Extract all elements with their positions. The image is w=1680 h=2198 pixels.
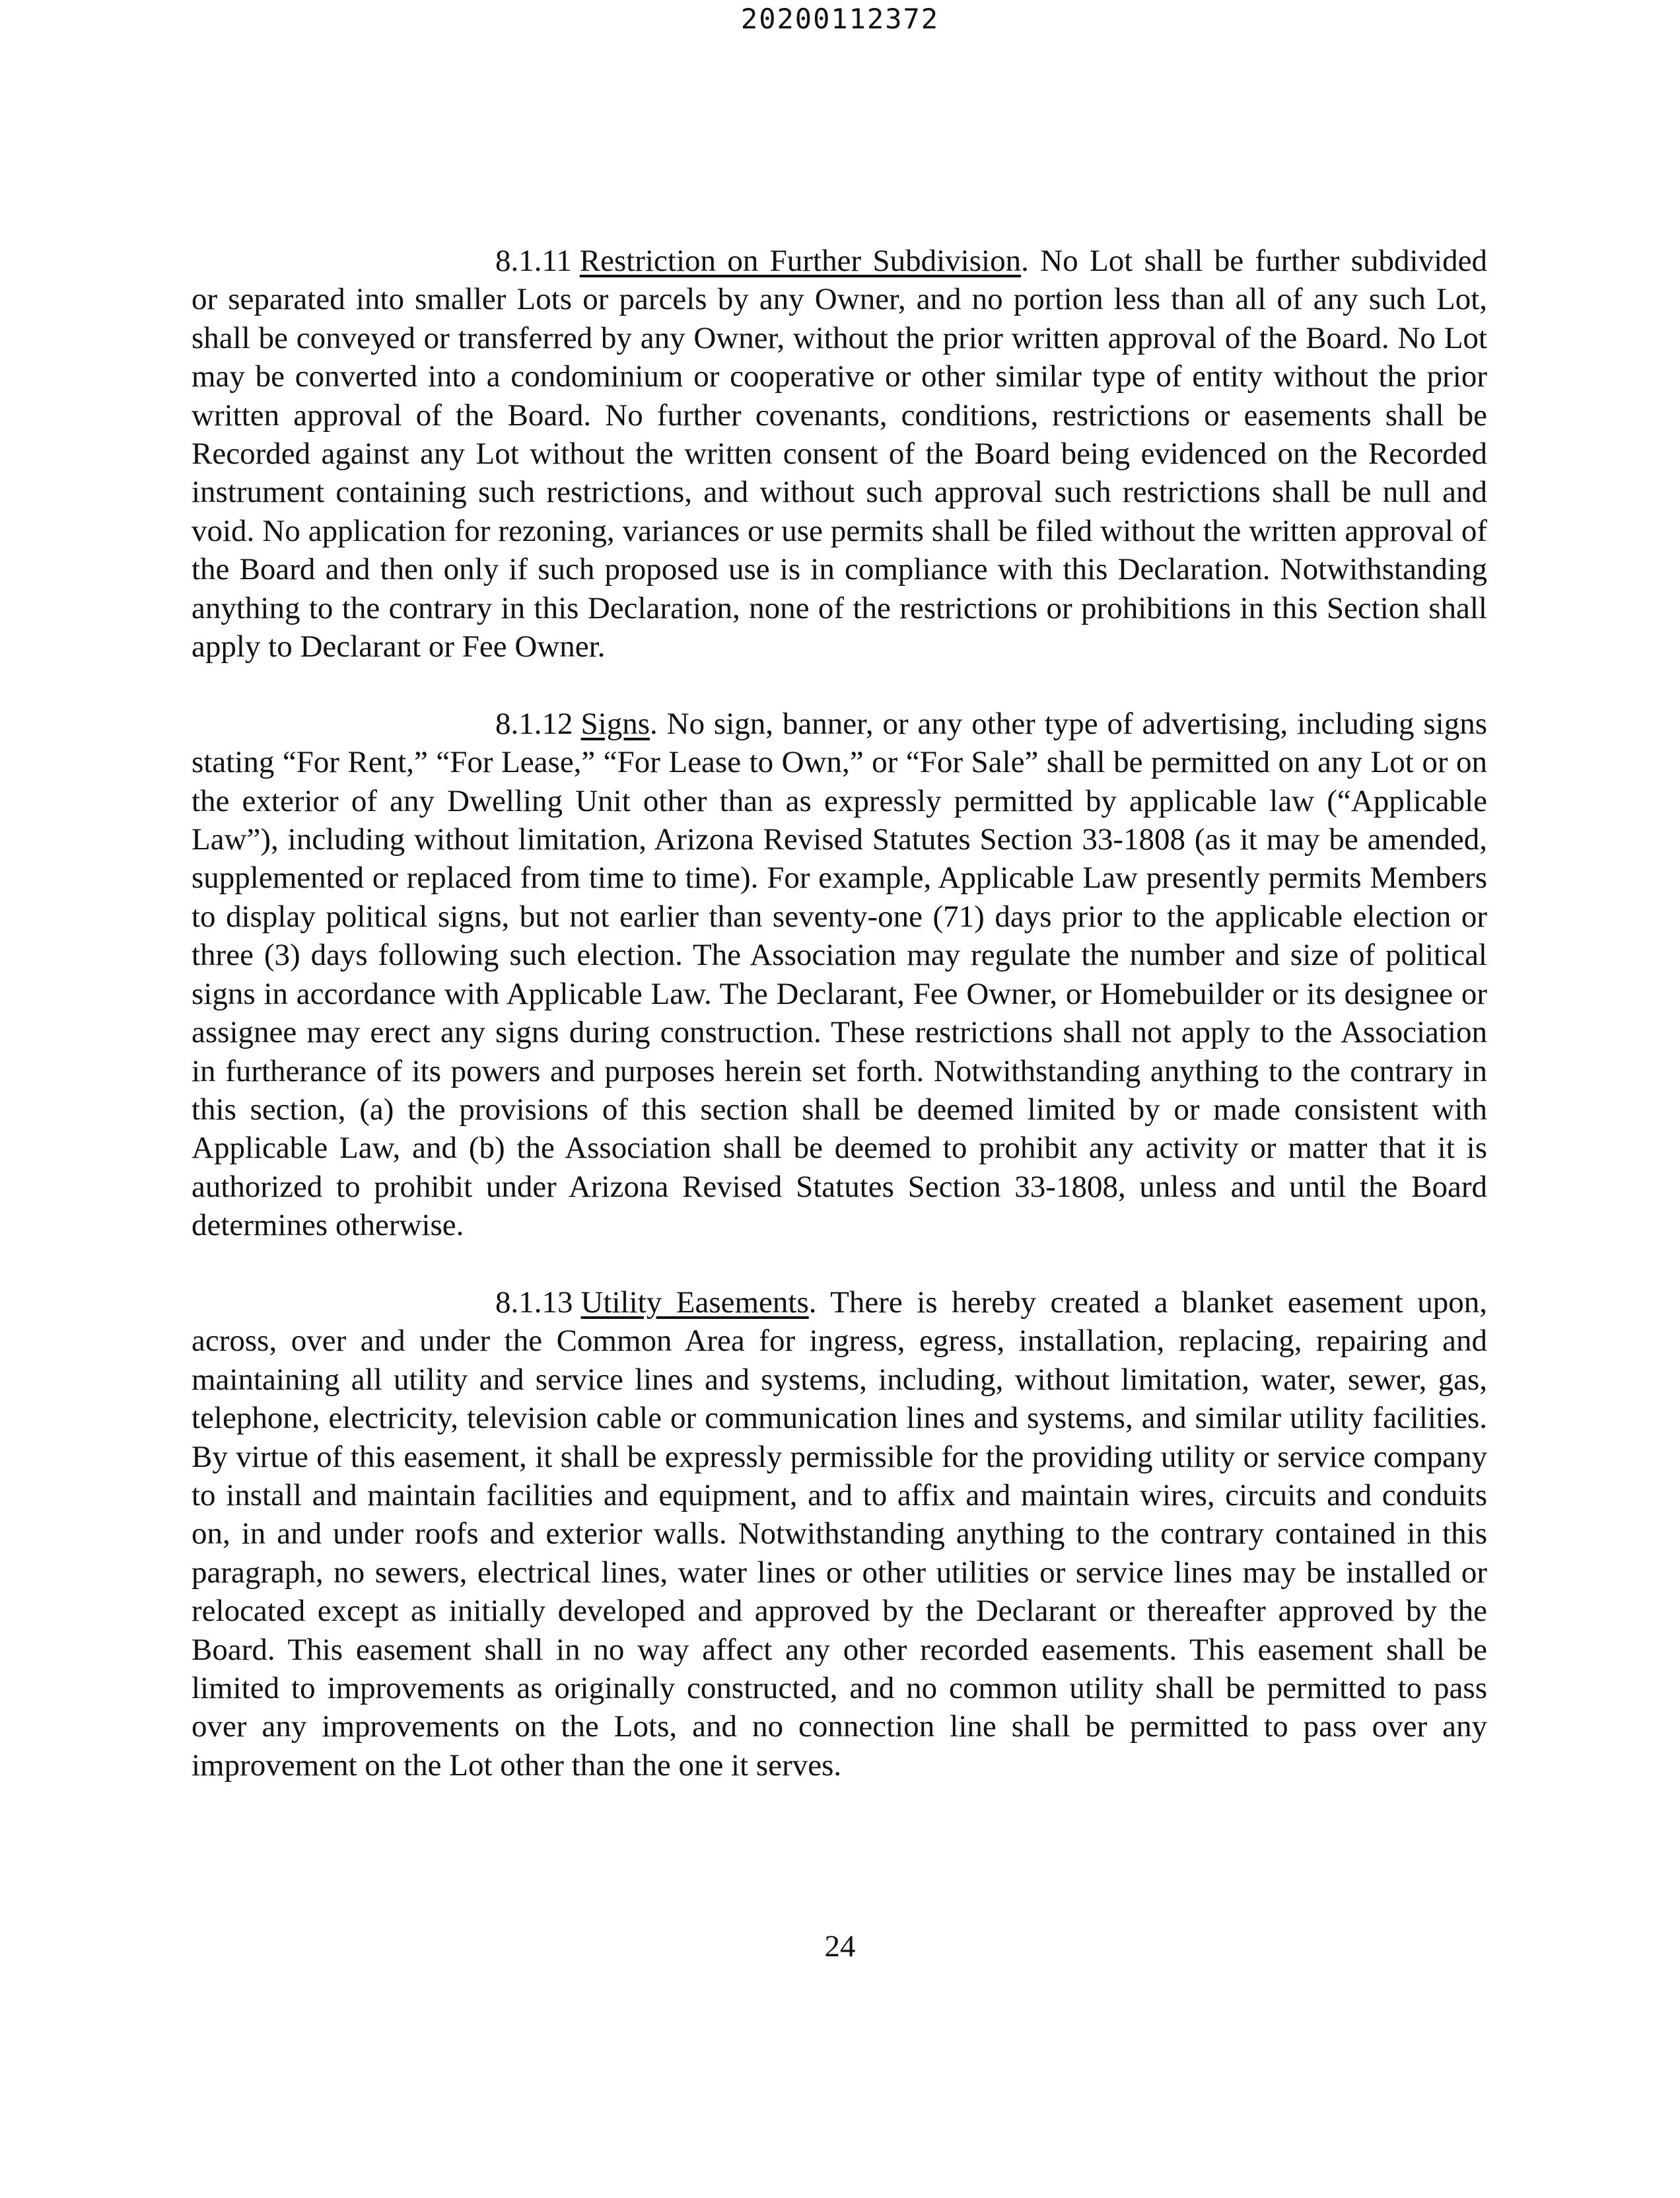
section-8-1-13: 8.1.13 Utility Easements. There is hereby created a blanket easement upon, across, over and under the Common Area for ingress, egress, installation, replacing, repairing and maintaining all utility and service lines and systems, including, without limitation, water, sewer, gas, telephone, electricity, television cable or communication lines and systems, and similar utility facilities. By virtue of this easement, it shall be expressly permissible for the providing utility or service company to install and maintain facilities and equipment, and to affix and maintain wires, circuits and conduits on, in and under roofs and exterior walls. Notwithstanding anything to the contrary contained in this paragraph, no sewers, electrical lines, water lines or other utilities or service lines may be installed or relocated except as initially developed and approved by the Declarant or thereafter approved by the Board. This easement shall in no way affect any other recorded easements. This easement shall be limited to improvements as originally constructed, and no common utility shall be permitted to pass over any improvements on the Lots, and no connection line shall be permitted to pass over any improvement on the Lot other than the one it serves. [192,1285,1487,1783]
section-number: 8.1.13 [495,1285,573,1320]
section-title: Utility Easements [580,1285,809,1320]
section-body: No sign, banner, or any other type of advertising, including signs stating “For Rent,” “For Lease,” “For Lease to Own,” or “For Sale” shall be permitted on any Lot or on the exterior of any Dwelling Unit other than as expressly permitted by applicable law (“Applicable Law”), including without limitation, Arizona Revised Statutes Section 33-1808 (as it may be amended, supplemented or replaced from time to time). For example, Applicable Law presently permits Members to display political signs, but not earlier than seventy-one (71) days prior to the applicable election or three (3) days following such election. The Association may regulate the number and size of political signs in accordance with Applicable Law. The Declarant, Fee Owner, or Homebuilder or its designee or assignee may erect any signs during construction. These restrictions shall not apply to the Association in furtherance of its powers and purposes herein set forth. Notwithstanding anything to the contrary in this section, (a) the provisions of this section shall be deemed limited by or made consistent with Applicable Law, and (b) the Association shall be deemed to prohibit any activity or matter that it is authorized to prohibit under Arizona Revised Statutes Section 33-1808, unless and until the Board determines otherwise. [192,706,1488,1243]
page-number: 24 [824,1929,856,1964]
section-8-1-11: 8.1.11 Restriction on Further Subdivision. No Lot shall be further subdivided or separated into smaller Lots or parcels by any Owner, and no portion less than all of any such Lot, shall be conveyed or transferred by any Owner, without the prior written approval of the Board. No Lot may be converted into a condominium or cooperative or other similar type of entity without the prior written approval of the Board. No further covenants, conditions, restrictions or easements shall be Recorded against any Lot without the written consent of the Board being evidenced on the Recorded instrument containing such restrictions, and without such approval such restrictions shall be null and void. No application for rezoning, variances or use permits shall be filed without the written approval of the Board and then only if such proposed use is in compliance with this Declaration. Notwithstanding anything to the contrary in this Declaration, none of the restrictions or prohibitions in this Section shall apply to Declarant or Fee Owner. [192,244,1488,664]
section-title: Signs [580,706,650,741]
section-number: 8.1.11 [495,244,572,278]
section-number: 8.1.12 [495,706,573,741]
section-body: There is hereby created a blanket easement upon, across, over and under the Common Area for ingress, egress, installation, replacing, repairing and maintaining all utility and service lines and systems, including, without limitation, water, sewer, gas, telephone, electricity, television cable or communication lines and systems, and similar utility facilities. By virtue of this easement, it shall be expressly permissible for the providing utility or service company to install and maintain facilities and equipment, and to affix and maintain wires, circuits and conduits on, in and under roofs and exterior walls. Notwithstanding anything to the contrary contained in this paragraph, no sewers, electrical lines, water lines or other utilities or service lines may be installed or relocated except as initially developed and approved by the Declarant or thereafter approved by the Board. This easement shall in no way affect any other recorded easements. This easement shall be limited to improvements as originally constructed, and no common utility shall be permitted to pass over any improvements on the Lots, and no connection line shall be permitted to pass over any improvement on the Lot other than the one it serves. [192,1285,1487,1783]
section-title: Restriction on Further Subdivision [579,244,1022,278]
section-8-1-12: 8.1.12 Signs. No sign, banner, or any other type of advertising, including signs stating “For Rent,” “For Lease,” “For Lease to Own,” or “For Sale” shall be permitted on any Lot or on the exterior of any Dwelling Unit other than as expressly permitted by applicable law (“Applicable Law”), including without limitation, Arizona Revised Statutes Section 33-1808 (as it may be amended, supplemented or replaced from time to time). For example, Applicable Law presently permits Members to display political signs, but not earlier than seventy-one (71) days prior to the applicable election or three (3) days following such election. The Association may regulate the number and size of political signs in accordance with Applicable Law. The Declarant, Fee Owner, or Homebuilder or its designee or assignee may erect any signs during construction. These restrictions shall not apply to the Association in furtherance of its powers and purposes herein set forth. Notwithstanding anything to the contrary in this section, (a) the provisions of this section shall be deemed limited by or made consistent with Applicable Law, and (b) the Association shall be deemed to prohibit any activity or matter that it is authorized to prohibit under Arizona Revised Statutes Section 33-1808, unless and until the Board determines otherwise. [192,706,1488,1243]
recording-number: 20200112372 [740,3,940,35]
document-body [192,242,1487,1824]
section-body: No Lot shall be further subdivided or separated into smaller Lots or parcels by any Owner, and no portion less than all of any such Lot, shall be conveyed or transferred by any Owner, without the prior written approval of the Board. No Lot may be converted into a condominium or cooperative or other similar type of entity without the prior written approval of the Board. No further covenants, conditions, restrictions or easements shall be Recorded against any Lot without the written consent of the Board being evidenced on the Recorded instrument containing such restrictions, and without such approval such restrictions shall be null and void. No application for rezoning, variances or use permits shall be filed without the written approval of the Board and then only if such proposed use is in compliance with this Declaration. Notwithstanding anything to the contrary in this Declaration, none of the restrictions or prohibitions in this Section shall apply to Declarant or Fee Owner. [192,244,1488,664]
